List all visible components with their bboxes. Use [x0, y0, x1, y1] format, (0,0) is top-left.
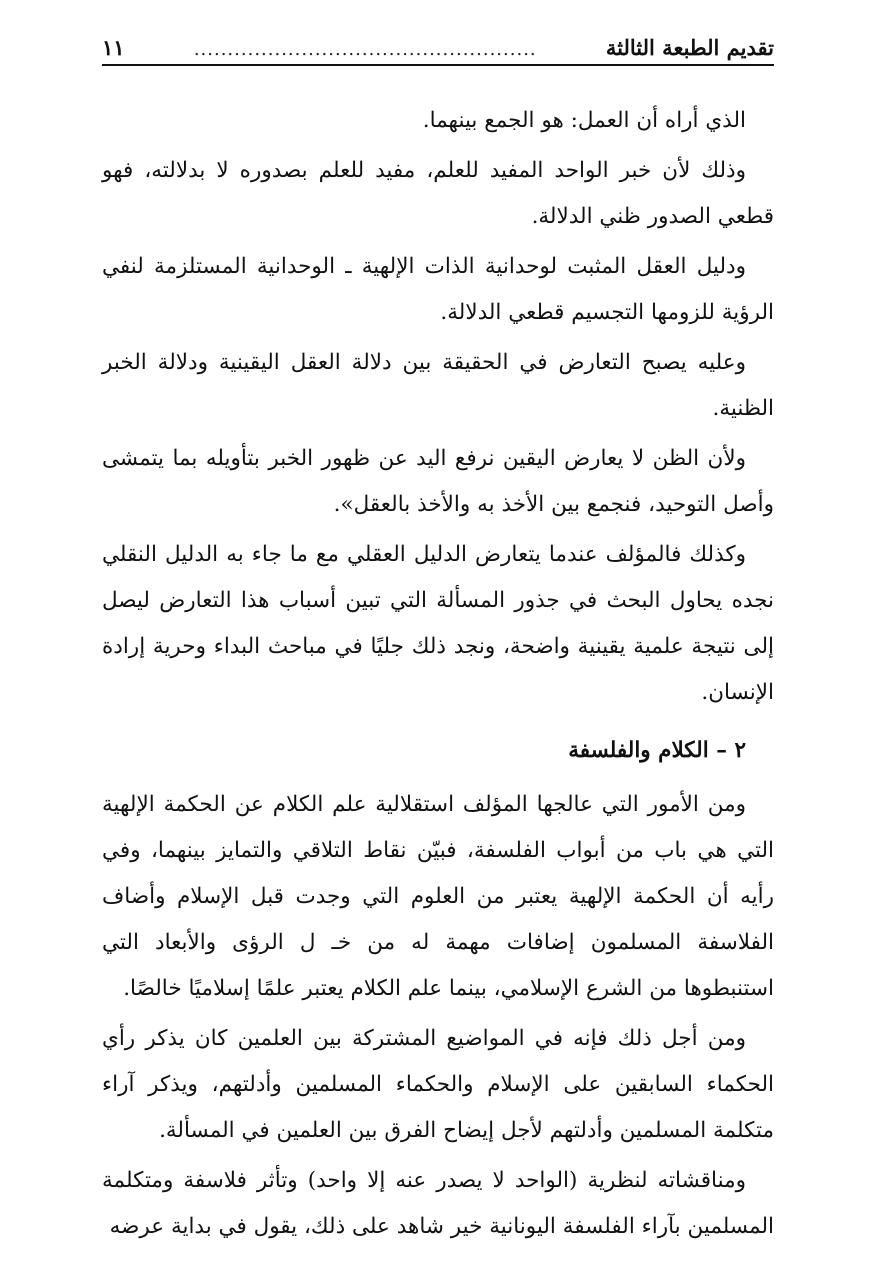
- header-title: تقديم الطبعة الثالثة: [605, 35, 774, 60]
- paragraph-1: الذي أراه أن العمل: هو الجمع بينهما.: [422, 108, 746, 133]
- header-leader-dots: ...................................................: [193, 39, 537, 60]
- paragraph-9: ومناقشاته لنظرية (الواحد لا يصدر عنه إلا واحد) وتأثر فلاسفة ومتكلمة المسلمين بآراء الفلسفة اليونانية خير شاهد على ذلك، يقول في بداية عرضه: [102, 1168, 774, 1239]
- body-text: [102, 98, 774, 1254]
- section-heading: ٢ – الكلام والفلسفة: [568, 738, 746, 763]
- page-number: ١١: [102, 35, 125, 60]
- paragraph-5: ولأن الظن لا يعارض اليقين نرفع اليد عن ظهور الخبر بتأويله بما يتمشى وأصل التوحيد، فنجمع بين الأخذ به والأخذ بالعقل».: [102, 446, 774, 517]
- paragraph-8: ومن أجل ذلك فإنه في المواضيع المشتركة بين العلمين كان يذكر رأي الحكماء السابقين على الإسلام والحكماء المسلمين وأدلتهم، ويذكر آراء متكلمة المسلمين وأدلتهم لأجل إيضاح الفرق بين العلمين في المسألة.: [102, 1026, 774, 1143]
- paragraph-7: ومن الأمور التي عالجها المؤلف استقلالية علم الكلام عن الحكمة الإلهية التي هي باب من أبواب الفلسفة، فبيّن نقاط التلاقي والتمايز بينهما، وفي رأيه أن الحكمة الإلهية يعتبر من العلوم التي وجدت قبل الإسلام وأضاف الفلاسفة المسلمون إضافات مهمة له من خـ ل الرؤى والأبعاد التي استنبطوها من الشرع الإسلامي، بينما علم الكلام يعتبر علمًا إسلاميًا خالصًا.: [102, 792, 774, 1001]
- paragraph-3: ودليل العقل المثبت لوحدانية الذات الإلهية ـ الوحدانية المستلزمة لنفي الرؤية للزومها التجسيم قطعي الدلالة.: [102, 254, 774, 325]
- paragraph-6: وكذلك فالمؤلف عندما يتعارض الدليل العقلي مع ما جاء به الدليل النقلي نجده يحاول البحث في جذور المسألة التي تبين أسباب هذا التعارض ليصل إلى نتيجة علمية يقينية واضحة، ونجد ذلك جليًا في مباحث البداء وحرية إرادة الإنسان.: [102, 542, 774, 705]
- running-header: [102, 30, 774, 66]
- paragraph-2: وذلك لأن خبر الواحد المفيد للعلم، مفيد للعلم بصدوره لا بدلالته، فهو قطعي الصدور ظني الدلالة.: [102, 158, 774, 229]
- paragraph-4: وعليه يصبح التعارض في الحقيقة بين دلالة العقل اليقينية ودلالة الخبر الظنية.: [102, 350, 774, 421]
